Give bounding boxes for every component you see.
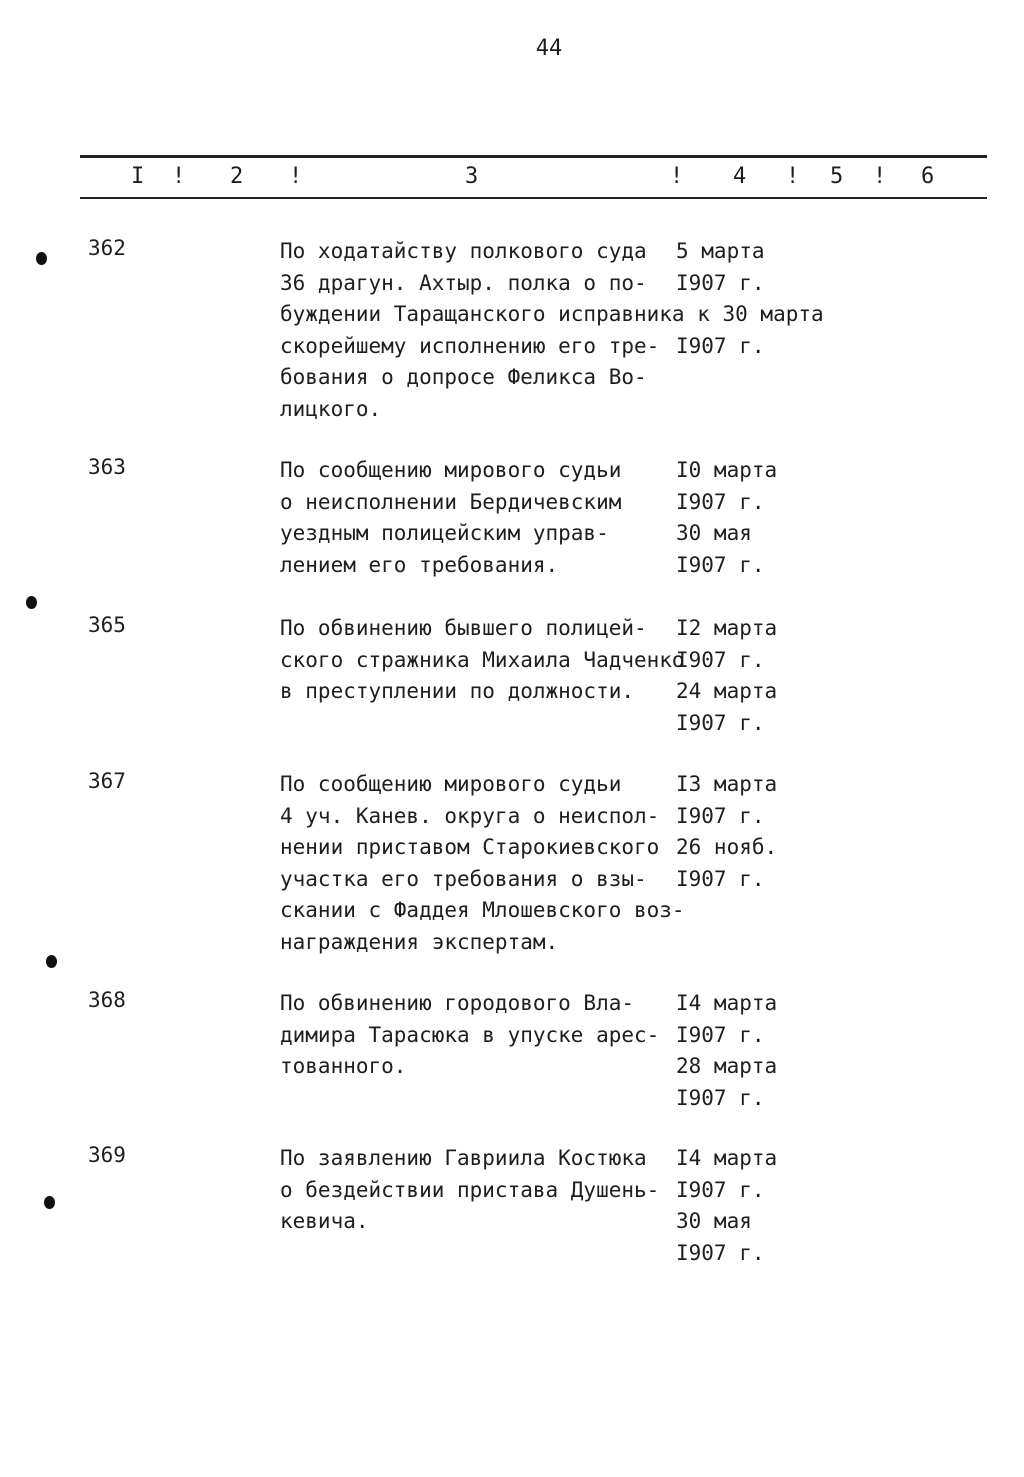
case-dates: I4 марта I907 г. 28 марта I907 г. bbox=[676, 991, 778, 1110]
column-header-3: 3 bbox=[465, 164, 479, 189]
column-separator: ! bbox=[289, 164, 303, 189]
case-number: 368 bbox=[88, 988, 126, 1012]
column-separator: ! bbox=[172, 164, 186, 189]
punch-hole-mark bbox=[36, 252, 47, 265]
case-description: По ходатайству полкового суда 36 драгун. Ахтыр. полка о по- буждении Таращанского исправника к 30 марта скорейшему исполнению его тре- бования о допросе Феликса Во- лицкого. bbox=[280, 239, 824, 421]
case-dates: 5 марта I907 г. I907 г. bbox=[676, 239, 765, 358]
case-description: По сообщению мирового судьи о неисполнении Бердичевским уездным полицейским управ- лением его требования. bbox=[280, 458, 622, 577]
header-bottom-rule bbox=[80, 197, 987, 199]
case-number: 363 bbox=[88, 455, 126, 479]
case-description: По обвинению бывшего полицей- ского стражника Михаила Чадченко в преступлении по должности. bbox=[280, 616, 685, 703]
case-number: 369 bbox=[88, 1143, 126, 1167]
case-description: По сообщению мирового судьи 4 уч. Канев. округа о неиспол- нении приставом Старокиевского участка его требования о взы- скании с Фаддея Млошевского воз- награждения экспертам. bbox=[280, 772, 685, 954]
page-number: 44 bbox=[535, 36, 563, 61]
column-separator: ! bbox=[786, 164, 800, 189]
column-separator: ! bbox=[670, 164, 684, 189]
case-dates: I0 марта I907 г. 30 мая I907 г. bbox=[676, 458, 778, 577]
column-header-4: 4 bbox=[733, 164, 747, 189]
column-header-2: 2 bbox=[230, 164, 244, 189]
header-top-rule bbox=[80, 155, 987, 158]
case-number: 362 bbox=[88, 236, 126, 260]
column-header-5: 5 bbox=[830, 164, 844, 189]
column-header-6: 6 bbox=[921, 164, 935, 189]
case-description: По обвинению городового Вла- димира Тарасюка в упуске арес- тованного. bbox=[280, 991, 660, 1078]
case-dates: I4 марта I907 г. 30 мая I907 г. bbox=[676, 1146, 778, 1265]
column-header-1: I bbox=[131, 164, 145, 189]
case-dates: I3 марта I907 г. 26 нояб. I907 г. bbox=[676, 772, 778, 891]
punch-hole-mark bbox=[26, 596, 37, 609]
case-number: 367 bbox=[88, 769, 126, 793]
punch-hole-mark bbox=[46, 955, 57, 968]
punch-hole-mark bbox=[44, 1196, 55, 1209]
case-number: 365 bbox=[88, 613, 126, 637]
case-description: По заявлению Гавриила Костюка о бездействии пристава Душень- кевича. bbox=[280, 1146, 660, 1233]
case-dates: I2 марта I907 г. 24 марта I907 г. bbox=[676, 616, 778, 735]
column-separator: ! bbox=[873, 164, 887, 189]
